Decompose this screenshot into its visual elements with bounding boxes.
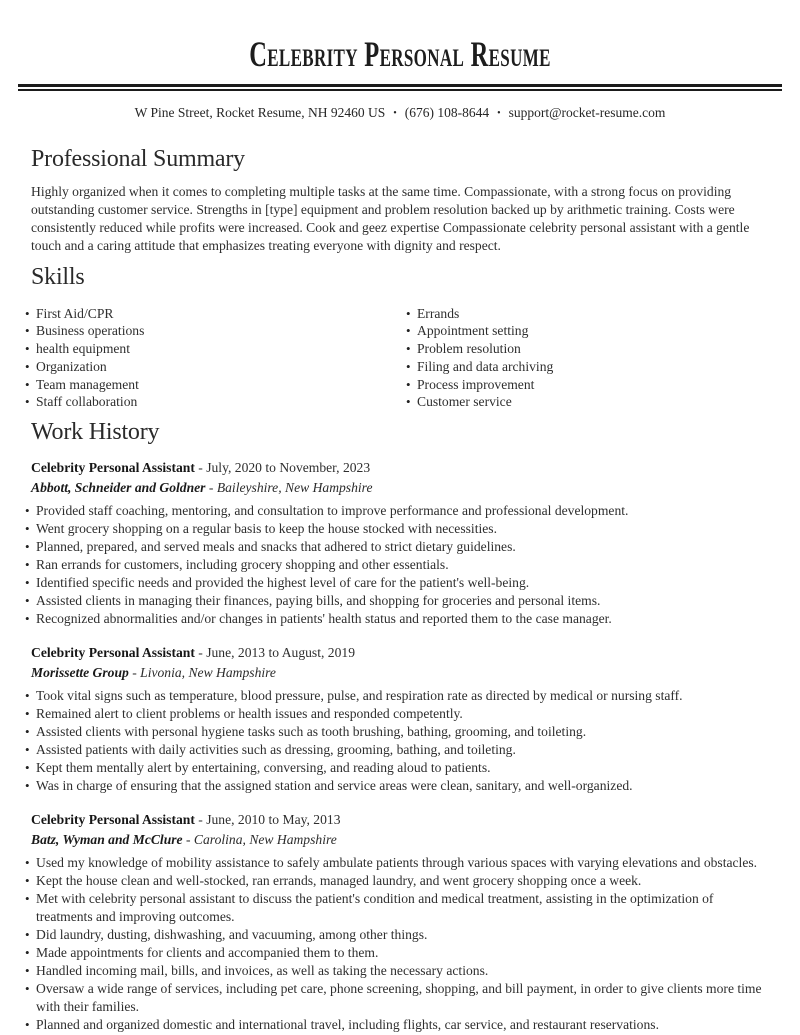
- job-company: Morissette Group: [31, 665, 129, 681]
- job-bullet: • Planned and organized domestic and international travel, including flights, car service, and restaurant reservations.: [36, 1016, 769, 1034]
- resume-body: [0, 144, 800, 1035]
- job-company: Batz, Wyman and McClure: [31, 832, 183, 848]
- skill-item: • Customer service: [417, 393, 553, 411]
- job-list: [31, 459, 769, 1034]
- job-bullet: • Made appointments for clients and accompanied them to them.: [36, 944, 769, 962]
- skills-list-right: [412, 305, 553, 412]
- page-title: Celebrity Personal Resume: [249, 34, 551, 74]
- job-bullet: • Was in charge of ensuring that the assigned station and service areas were clean, sanitary, and well-organized.: [36, 777, 769, 795]
- job-entry: [31, 811, 769, 1034]
- job-bullet: • Assisted clients with personal hygiene tasks such as tooth brushing, bathing, grooming, and toileting.: [36, 723, 769, 741]
- job-bullet-list: [31, 687, 769, 795]
- job-entry: [31, 459, 769, 628]
- job-bullet: • Identified specific needs and provided the highest level of care for the patient's well-being.: [36, 574, 769, 592]
- skill-item: • Filing and data archiving: [417, 358, 553, 376]
- job-bullet: • Provided staff coaching, mentoring, and consultation to improve performance and professional development.: [36, 502, 769, 520]
- job-bullet-list: [31, 502, 769, 628]
- skill-item: • Business operations: [36, 322, 412, 340]
- job-company: Abbott, Schneider and Goldner: [31, 480, 206, 496]
- job-bullet: • Recognized abnormalities and/or changes in patients' health status and reported them to the case manager.: [36, 610, 769, 628]
- job-title: Celebrity Personal Assistant: [31, 812, 195, 828]
- job-bullet: • Used my knowledge of mobility assistance to safely ambulate patients through various spaces with varying elevations and obstacles.: [36, 854, 769, 872]
- skill-item: • Staff collaboration: [36, 393, 412, 411]
- work-history-heading: Work History: [31, 419, 160, 446]
- job-bullet: • Assisted clients in managing their finances, paying bills, and shopping for groceries and personal items.: [36, 592, 769, 610]
- job-bullet: • Took vital signs such as temperature, blood pressure, pulse, and respiration rate as directed by medical or nursing staff.: [36, 687, 769, 705]
- job-title: Celebrity Personal Assistant: [31, 645, 195, 661]
- job-bullet: • Ran errands for customers, including grocery shopping and other essentials.: [36, 556, 769, 574]
- skill-item: • health equipment: [36, 340, 412, 358]
- professional-summary-text: Highly organized when it comes to completing multiple tasks at the same time. Compassionate, with a strong focus on providing outstanding customer service. Strengths in [type] equipment and problem resolution backed up by arithmetic training. Costs were consistently reduced while profits were increased. Cook and geez expertise Compassionate celebrity personal assistant with a gentle touch and a caring attitude that emphasizes treating everyone with dignity and respect.: [31, 183, 750, 253]
- job-bullet: • Kept them mentally alert by entertaining, conversing, and reading aloud to patients.: [36, 759, 769, 777]
- bullet-separator-icon: •: [393, 107, 397, 119]
- job-dates: - June, 2010 to May, 2013: [198, 812, 341, 828]
- job-dates: - June, 2013 to August, 2019: [198, 645, 355, 661]
- skill-item: • Process improvement: [417, 376, 553, 394]
- job-bullet-list: [31, 854, 769, 1034]
- skills-heading: Skills: [31, 263, 85, 290]
- job-location: - Livonia, New Hampshire: [132, 665, 276, 681]
- job-location: - Carolina, New Hampshire: [186, 832, 337, 848]
- job-bullet: • Assisted patients with daily activities such as dressing, grooming, bathing, and toileting.: [36, 741, 769, 759]
- job-title: Celebrity Personal Assistant: [31, 460, 195, 476]
- section-skills: [31, 262, 769, 412]
- job-bullet: • Kept the house clean and well-stocked, ran errands, managed laundry, and went grocery shopping once a week.: [36, 872, 769, 890]
- job-bullet: • Oversaw a wide range of services, including pet care, phone screening, shopping, and bill payment, in order to give clients more time with their families.: [36, 980, 769, 1016]
- contact-address: W Pine Street, Rocket Resume, NH 92460 US: [134, 105, 386, 120]
- skill-item: • Problem resolution: [417, 340, 553, 358]
- job-bullet: • Did laundry, dusting, dishwashing, and vacuuming, among other things.: [36, 926, 769, 944]
- skills-list-left: [31, 305, 412, 412]
- job-title-line: [31, 644, 769, 662]
- contact-line: [0, 105, 800, 122]
- job-bullet: • Remained alert to client problems or health issues and responded competently.: [36, 705, 769, 723]
- contact-email: support@rocket-resume.com: [508, 105, 666, 120]
- professional-summary-heading: Professional Summary: [31, 145, 245, 172]
- skill-item: • Errands: [417, 305, 553, 323]
- skill-item: • Team management: [36, 376, 412, 394]
- job-dates: - July, 2020 to November, 2023: [198, 460, 371, 476]
- job-bullet: • Went grocery shopping on a regular basis to keep the house stocked with necessities.: [36, 520, 769, 538]
- section-professional-summary: [31, 144, 769, 255]
- contact-phone: (676) 108-8644: [404, 105, 490, 120]
- resume-header: [0, 36, 800, 122]
- job-company-line: [31, 478, 769, 497]
- job-bullet: • Handled incoming mail, bills, and invoices, as well as taking the necessary actions.: [36, 962, 769, 980]
- skill-item: • First Aid/CPR: [36, 305, 412, 323]
- job-title-line: [31, 459, 769, 477]
- job-company-line: [31, 830, 769, 849]
- bullet-separator-icon: •: [497, 107, 501, 119]
- job-company-line: [31, 663, 769, 682]
- job-location: - Baileyshire, New Hampshire: [208, 480, 373, 496]
- job-entry: [31, 644, 769, 795]
- skill-item: • Organization: [36, 358, 412, 376]
- skill-item: • Appointment setting: [417, 322, 553, 340]
- skills-columns: [31, 305, 769, 412]
- job-bullet: • Met with celebrity personal assistant to discuss the patient's condition and medical treatment, assisting in the optimization of treatments and improving outcomes.: [36, 890, 769, 926]
- job-bullet: • Planned, prepared, and served meals and snacks that adhered to strict dietary guidelines.: [36, 538, 769, 556]
- section-work-history: [31, 417, 769, 1034]
- job-title-line: [31, 811, 769, 829]
- header-divider: [18, 84, 782, 91]
